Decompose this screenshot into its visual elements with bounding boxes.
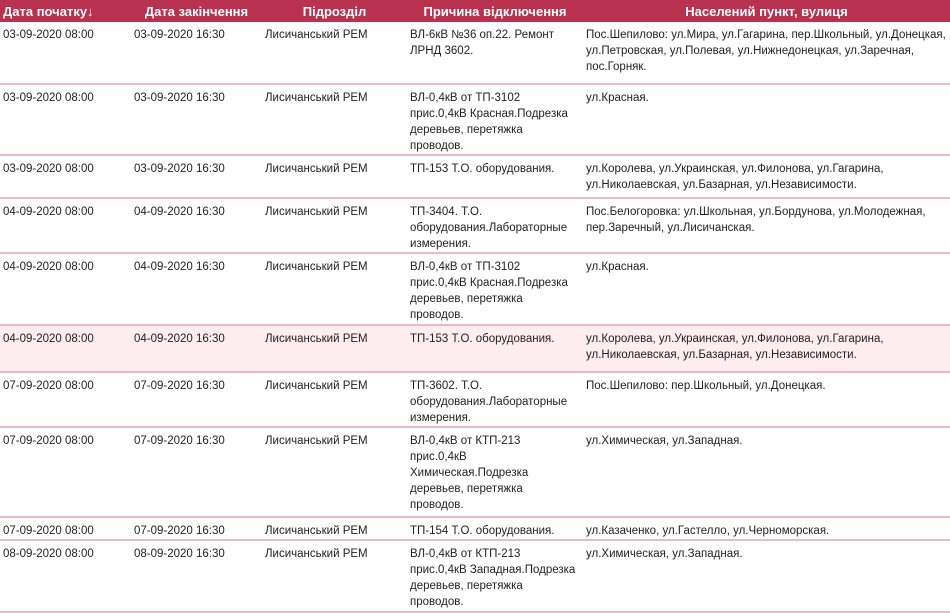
cell-place: ул.Красная.: [583, 253, 950, 325]
cell-place: ул.Химическая, ул.Западная.: [583, 540, 950, 612]
cell-reason: ТП-153 Т.О. оборудования.: [407, 155, 583, 198]
cell-start-date: 04-09-2020 08:00: [0, 253, 131, 325]
header-unit[interactable]: Підрозділ: [262, 0, 407, 22]
cell-end-date: 07-09-2020 16:30: [131, 372, 262, 427]
cell-place: Пос.Шепилово: ул.Мира, ул.Гагарина, пер.Школьный, ул.Донецкая, ул.Петровская, ул.Полевая, ул.Нижнедонецкая, ул.Заречная, пос.Горняк.: [583, 22, 950, 84]
table-row: [0, 325, 950, 372]
cell-start-date: 03-09-2020 08:00: [0, 22, 131, 84]
cell-place: ул.Химическая, ул.Западная.: [583, 427, 950, 517]
header-place[interactable]: Населений пункт, вулиця: [583, 0, 950, 22]
table-row: [0, 253, 950, 325]
cell-end-date: 03-09-2020 16:30: [131, 22, 262, 84]
cell-reason: ТП-3602. Т.О. оборудования.Лабораторные измерения.: [407, 372, 583, 427]
header-end-date[interactable]: Дата закінчення: [131, 0, 262, 22]
table-row: [0, 198, 950, 253]
cell-place: ул.Королева, ул.Украинская, ул.Филонова, ул.Гагарина, ул.Николаевская, ул.Базарная, ул.Независимости.: [583, 155, 950, 198]
cell-start-date: 08-09-2020 08:00: [0, 540, 131, 612]
cell-unit: Лисичанський РЕМ: [262, 325, 407, 372]
cell-end-date: 04-09-2020 16:30: [131, 198, 262, 253]
cell-start-date: 03-09-2020 08:00: [0, 155, 131, 198]
cell-reason: ТП-153 Т.О. оборудования.: [407, 325, 583, 372]
header-reason[interactable]: Причина відключення: [407, 0, 583, 22]
table-row: [0, 22, 950, 84]
cell-start-date: 07-09-2020 08:00: [0, 427, 131, 517]
cell-unit: Лисичанський РЕМ: [262, 540, 407, 612]
cell-unit: Лисичанський РЕМ: [262, 198, 407, 253]
cell-unit: Лисичанський РЕМ: [262, 253, 407, 325]
header-row: [0, 0, 950, 22]
cell-unit: Лисичанський РЕМ: [262, 84, 407, 155]
cell-unit: Лисичанський РЕМ: [262, 517, 407, 540]
cell-end-date: 03-09-2020 16:30: [131, 84, 262, 155]
cell-unit: Лисичанський РЕМ: [262, 427, 407, 517]
cell-reason: ВЛ-0,4кВ от ТП-3102 прис.0,4кВ Красная.Подрезка деревьев, перетяжка проводов.: [407, 84, 583, 155]
cell-place: Пос.Шепилово: пер.Школьный, ул.Донецкая.: [583, 372, 950, 427]
cell-end-date: 03-09-2020 16:30: [131, 155, 262, 198]
cell-start-date: 04-09-2020 08:00: [0, 198, 131, 253]
cell-end-date: 07-09-2020 16:30: [131, 427, 262, 517]
table-row: [0, 427, 950, 517]
table-row: [0, 540, 950, 612]
cell-start-date: 07-09-2020 08:00: [0, 372, 131, 427]
table-row: [0, 155, 950, 198]
cell-reason: ВЛ-6кВ №36 оп.22. Ремонт ЛРНД 3602.: [407, 22, 583, 84]
table-row: [0, 372, 950, 427]
cell-end-date: 04-09-2020 16:30: [131, 253, 262, 325]
cell-end-date: 07-09-2020 16:30: [131, 517, 262, 540]
cell-place: ул.Королева, ул.Украинская, ул.Филонова, ул.Гагарина, ул.Николаевская, ул.Базарная, ул.Независимости.: [583, 325, 950, 372]
cell-end-date: 08-09-2020 16:30: [131, 540, 262, 612]
cell-unit: Лисичанський РЕМ: [262, 372, 407, 427]
cell-reason: ТП-154 Т.О. оборудования.: [407, 517, 583, 540]
cell-reason: ТП-3404. Т.О. оборудования.Лабораторные измерения.: [407, 198, 583, 253]
cell-place: Пос.Белогоровка: ул.Школьная, ул.Бордунова, ул.Молодежная, пер.Заречный, ул.Лисичанская.: [583, 198, 950, 253]
cell-unit: Лисичанський РЕМ: [262, 155, 407, 198]
cell-start-date: 07-09-2020 08:00: [0, 517, 131, 540]
cell-unit: Лисичанський РЕМ: [262, 22, 407, 84]
cell-start-date: 04-09-2020 08:00: [0, 325, 131, 372]
cell-end-date: 04-09-2020 16:30: [131, 325, 262, 372]
cell-place: ул.Казаченко, ул.Гастелло, ул.Черноморская.: [583, 517, 950, 540]
table-row: [0, 84, 950, 155]
table-row: [0, 517, 950, 540]
cell-reason: ВЛ-0,4кВ от КТП-213 прис.0,4кВ Химическая.Подрезка деревьев, перетяжка проводов.: [407, 427, 583, 517]
header-start-date-sort[interactable]: Дата початку↓: [0, 0, 131, 22]
cell-place: ул.Красная.: [583, 84, 950, 155]
cell-start-date: 03-09-2020 08:00: [0, 84, 131, 155]
cell-reason: ВЛ-0,4кВ от ТП-3102 прис.0,4кВ Красная.Подрезка деревьев, перетяжка проводов.: [407, 253, 583, 325]
cell-reason: ВЛ-0,4кВ от КТП-213 прис.0,4кВ Западная.Подрезка деревьев, перетяжка проводов.: [407, 540, 583, 612]
